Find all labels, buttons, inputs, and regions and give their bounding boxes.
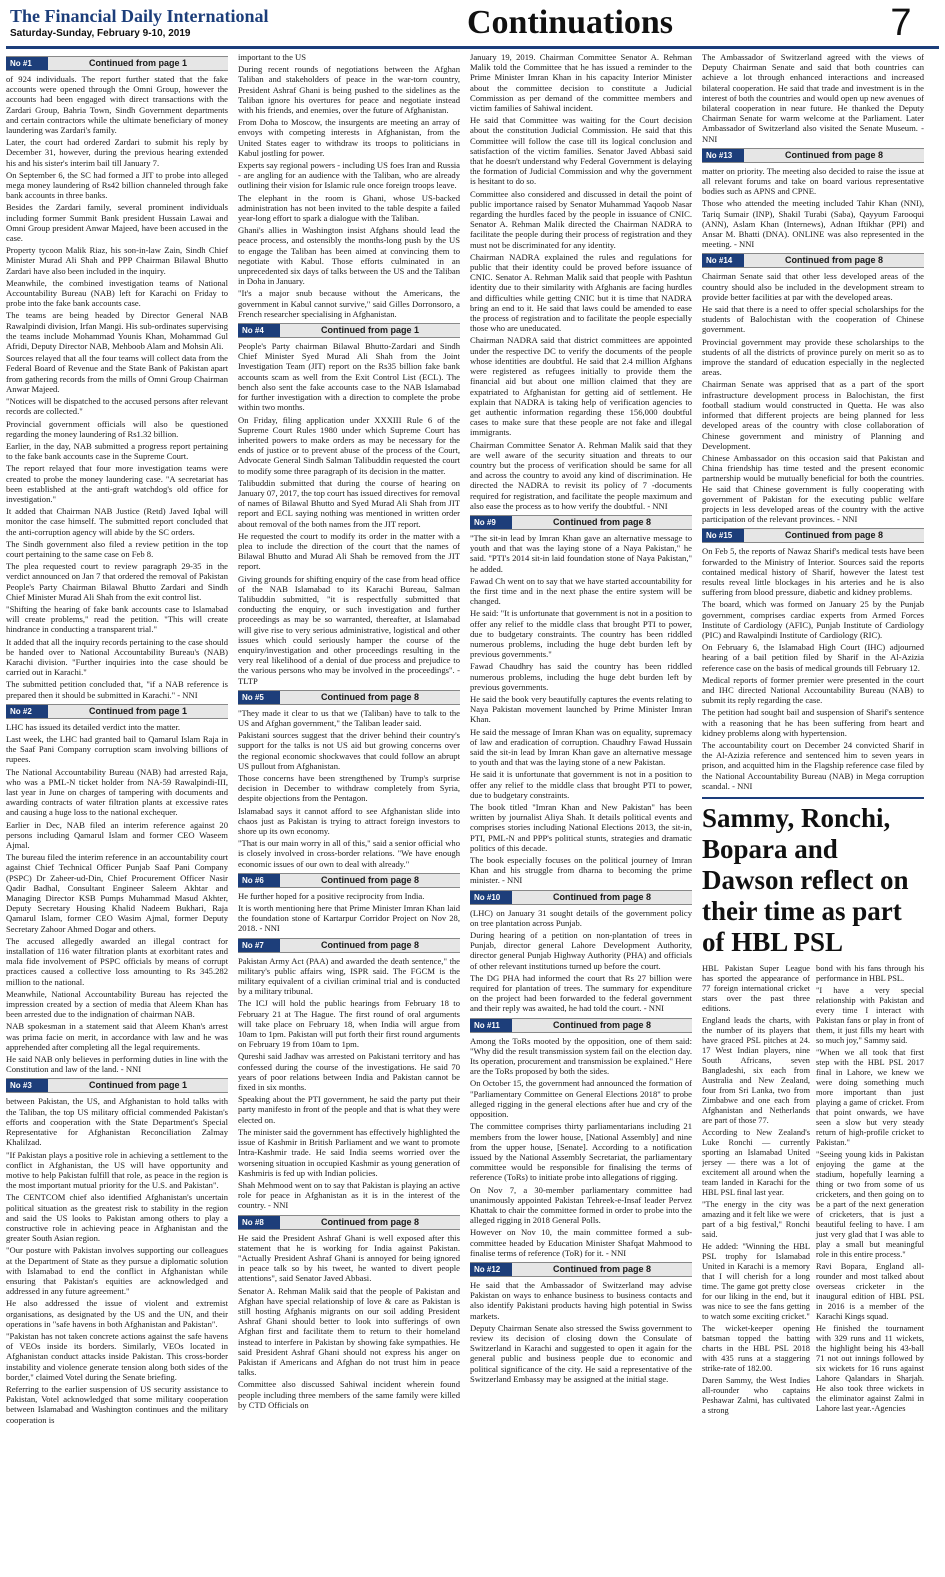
continuation-title: Continued from page 1 xyxy=(48,1079,228,1092)
continuation-header xyxy=(6,1078,228,1093)
paragraph: The book titled "Imran Khan and New Pakistan" has been written by journalist Aliya Shah. It details political events and comprises stories including National Elections 2013, the sit-in, PTI, PML-N and PPP's political stunts, strategies and dramatic politics of this decade. xyxy=(470,802,692,853)
paragraph: Meanwhile, National Accountability Bureau has rejected the impression created by a section of media that Aleem Khan has been arrested due to the indignation of chairman NAB. xyxy=(6,988,228,1020)
psl-body-left xyxy=(702,964,810,1418)
paragraph: Earlier in Dec, NAB filed an interim reference against 20 persons including Qamarul Islam and former CEO Waseem Ajmal. xyxy=(6,819,228,851)
paragraph: HBL Pakistan Super League has sported the appearance of 77 foreign international cricket stars over the past three editions. xyxy=(702,964,810,1013)
paragraph: Experts say regional powers - including US foes Iran and Russia - are angling for an audience with the Taliban, who are already outlining their vision for Islamic rule once foreign troops leave. xyxy=(238,160,460,191)
paragraph: Provincial government officials will also be questioned regarding the money laundering of Rs1.32 billion. xyxy=(6,418,228,439)
continuation-title: Continued from page 8 xyxy=(280,691,460,704)
continuation-title: Continued from page 8 xyxy=(280,1216,460,1229)
paragraph: Among the ToRs mooted by the opposition, one of them said: "Why did the result transmission system fail on the election day. Its operation, procurement and transmission be explained." Here are the ToRs proposed by both the sides. xyxy=(470,1035,692,1077)
paragraph: He said the message of Imran Khan was on equality, supremacy of law and eradication of corruption. Chaudhry Fawad Hussain said the sit-in lead by Imran Khan gave an alternative message to youth and that was the laying stone of a new Pakistan. xyxy=(470,726,692,768)
article-body xyxy=(6,1096,228,1424)
paragraph: "If Pakistan plays a positive role in achieving a settlement to the conflict in Afghanistan, the US will have opportunity and motive to help Pakistan fulfill that role, as peace in the region is the most important mutual priority for the U.S. and Pakistan". xyxy=(6,1149,228,1191)
paragraph: The Sindh government also filed a review petition in the top court pertaining to the same case on Feb 8. xyxy=(6,538,228,559)
paragraph: The bureau filed the interim reference in an accountability court against Chief Technical Officer Punjab Saaf Pani Company (PSPC) Dr Zaheer-ud-Din, Chief Procurement Officer Nasir Qadir Badhal, Consultant Engineer Saleem Akhtar and Managing Director KSB Pumps Muhammad Masud Akhter, Deputy Secretary Housing Khalid Nadeem Bukhari, Raja Qamarul Islam, former CEO Wasim Ajmal, former Deputy Secretary Zahoor Ahmed Dogar and others. xyxy=(6,852,228,934)
paragraph: On February 6, the Islamabad High Court (IHC) adjourned hearing of a bail petition filed by Sharif in the Al-Azizia reference case on the basis of medical grounds till February 12. xyxy=(702,642,924,673)
masthead-rule xyxy=(6,46,939,49)
continuation-header xyxy=(6,704,228,719)
paragraph: The DG PHA had informed the court that Rs 27 billion were required for plantation of trees. The summary for expenditure on the project had been forwarded to the federal government and their reply was awaited, he had told the court. - NNI xyxy=(470,972,692,1014)
paragraph: Talibuddin submitted that during the course of hearing on January 07, 2017, the top court has issued directives for removal of names of Bilawal Bhutto and Syed Murad Ali Shah from JIT report and ECL saying nothing was mentioned in written order about removal of the both names from the JIT report. xyxy=(238,477,460,529)
continuation-number: No #13 xyxy=(702,149,744,162)
paragraph: Chairman Committee Senator A. Rehman Malik said that they are well aware of the security situation and threats to our country but the process of verification should be same for all and across the country to avoid any kind of discrimination. He directed the NADRA to revisit its policy of 7 -documents required for registration, and facilitate the people maximum and also ease the process as to how verify the doubtful. - NNI xyxy=(470,439,692,511)
paragraph: It added that all the inquiry records pertaining to the case should be handed over to National Accountability Bureau's (NAB) Karachi division. "Further inquiries into the case should be carried out in Karachi." xyxy=(6,636,228,678)
paragraph: Last week, the LHC had granted bail to Qamarul Islam Raja in the Saaf Pani Company corruption scam involving billions of rupees. xyxy=(6,733,228,765)
paragraph: The wicket-keeper opening batsman topped the batting charts in the HBL PSL 2018 with 435 runs at a staggering strike-rate of 182.00. xyxy=(702,1324,810,1373)
paragraph: The accountability court on December 24 convicted Sharif in the Al-Azizia reference and sentenced him to seven years in prison, and acquitted him in the Flagship reference case filed by the National Accountability Bureau (NAB) in Mega corruption scandal. - NNI xyxy=(702,739,924,791)
continuation-number: No #9 xyxy=(470,516,512,529)
paragraph: "That is our main worry in all of this," said a senior official who is closely involved in cross-border relations. "We have enough economic issues of our own to deal with already." xyxy=(238,838,460,869)
continuation-header xyxy=(470,1018,692,1033)
paragraph: Giving grounds for shifting enquiry of the case from head office of the NAB Islamabad to its Karachi Bureau, Salman Talibuddin submitted, "it is respectfully submitted that conducting the enquiry, or such investigation and further proceedings as may be so warranted, thereafter, at Islamabad will give rise to very serious administrative, logistical and other issues which could seriously hamper the course of the enquiry/investigation and other proceedings resulting in the very real likelihood of a denial of due process and prejudice to the various persons who may be involved in the proceedings". - TLTP xyxy=(238,573,460,686)
paragraph: The minister said the government has effectively highlighted the issue of Kashmir in British Parliament and we want to promote Intra-Kashmir trade. He said India seems worried over the worsening situation in occupied Kashmir as young generation of Kashmiris is fed up with Indian policies. xyxy=(238,1126,460,1178)
paragraph: Committee also discussed Sahiwal incident wherein found people including three members of the same family were killed by CTD Officials on xyxy=(238,1379,460,1410)
paragraph: The plea requested court to review paragraph 29-35 in the verdict announced on Jan 7 that ordered the removal of Pakistan People's Party Chairman Bilawal Bhutto Zardari and Sindh Chief Minister Murad Ali Shah from the exit control list. xyxy=(6,561,228,602)
paragraph: The board, which was formed on January 25 by the Punjab government, comprises cardiac experts from Armed Forces Institute of Cardiology (AFIC), Punjab Institute of Cardiology (PIC) and Rawalpindi Institute of Cardiology (RIC). xyxy=(702,599,924,640)
paragraph: From Doha to Moscow, the insurgents are meeting an array of envoys with competing interests in Afghanistan, from the United States eager to withdraw its troops to politicians in Kabul jostling for power. xyxy=(238,117,460,158)
paragraph: Medical reports of former premier were presented in the court and IHC directed National Accountability Bureau (NAB) to submit its reply regarding the case. xyxy=(702,674,924,706)
paragraph: "The energy in the city was amazing and it felt like we were part of a big festival," Ronchi said. xyxy=(702,1200,810,1239)
paragraph: "When we all took that first step with the HBL PSL 2017 final in Lahore, we knew we were doing something much more important than just playing a game of cricket. From that point onwards, we have seen a slow but very steady return of high-profile cricket to Pakistan." xyxy=(816,1048,924,1147)
article-body xyxy=(702,166,924,250)
paragraph: between Pakistan, the US, and Afghanistan to hold talks with the Taliban, the top US military official commended Pakistan's efforts and cooperation with the State Department's Special Representative for Afghanistan Reconciliation Zalmay Khalilzad. xyxy=(6,1096,228,1148)
paragraph: Referring to the earlier suspension of US security assistance to Pakistan, Votel acknowledged that some military cooperation between Islamabad and Washington continues and the military cooperation is xyxy=(6,1383,228,1425)
paragraph: Provincial government may provide these scholarships to the students of all the districts of province purely on merit so as to improve the standard of education especially in the neglected areas. xyxy=(702,336,924,378)
paragraph: "The sit-in lead by Imran Khan gave an alternative message to youth and that was the laying stone of a Naya Pakistan," he said. "PTI's 2014 sit-in laid foundation stone of Naya Pakistan," he added. xyxy=(470,532,692,574)
paragraph: Senator A. Rehman Malik said that the people of Pakistan and Afghan have special relationship of love & care as Pakistan is still hosting Afghanis migrants on our soil adding President Ashraf Ghani should better to look into sufferings of own Afghan first and facilitate them to return to their homeland instead to interfere in Pakistan by showing fake sympathies. He said President Ashraf Ghani should not express his anger on Pakistan if Americans and Afghan do not trust him in peace talks. xyxy=(238,1285,460,1378)
paragraph: He said NAB only believes in performing duties in line with the Constitution and law of the land. - NNI xyxy=(6,1054,228,1075)
continuation-number: No #7 xyxy=(238,939,280,952)
article-body xyxy=(238,891,460,934)
continuation-header xyxy=(470,890,692,905)
continuation-header xyxy=(702,528,924,543)
paragraph: The submitted petition concluded that, "if a NAB reference is prepared then it should be submitted in Karachi." - NNI xyxy=(6,679,228,700)
continuation-number: No #12 xyxy=(470,1263,512,1276)
paragraph: Later, the court had ordered Zardari to submit his reply by December 31, however, during the previous hearing extended his and his sister's interim bail till January 7. xyxy=(6,137,228,168)
paragraph: He also addressed the issue of violent and extremist organisations, as designated by the US and the UN, and their operations in "safe havens in both Afghanistan and Pakistan". xyxy=(6,1298,228,1329)
continuation-number: No #6 xyxy=(238,874,280,887)
paragraph: On Friday, filing application under XXXIII Rule 6 of the Supreme Court Rules 1980 under which Supreme Court has inherited powers to make orders as may be necessary for the ends of justice or to prevent abuse of the process of the Court, Advocate General Sindh Salman Talibuddin requested the court to modify some three paragraph of its decision in the matter. xyxy=(238,414,460,476)
paragraph: The National Accountability Bureau (NAB) had arrested Raja, who was a PML-N ticket holder from NA-59 Rawalpindi-III, last year in June on charges of tampering with documents and awarding contracts of water filtration plants at excessive rates and causing a huge loss to the national exchequer. xyxy=(6,766,228,818)
paragraph: The elephant in the room is Ghani, whose US-backed administration has not been invited to the table despite a failed year-long effort to spark a dialogue with the Taliban. xyxy=(238,192,460,224)
paragraph: It added that Chairman NAB Justice (Retd) Javed Iqbal will monitor the case himself. The submitted report concluded that the anti-corruption agency will abide by the SC orders. xyxy=(6,506,228,537)
paragraph: The book especially focuses on the political journey of Imran Khan and his struggle from dharna to becoming the prime minister. - NNI xyxy=(470,855,692,886)
continuation-header xyxy=(470,1262,692,1277)
paragraph: The report relayed that four more investigation teams were created to probe the money laundering case. "A secretariat has been established at the anti-graft watchdog's old office for investigation." xyxy=(6,463,228,504)
paragraph: Ravi Bopara, England all-rounder and most talked about overseas cricketer in the inaugural edition of HBL PSL in 2016 is a member of the Karachi Kings squad. xyxy=(816,1262,924,1321)
paragraph: NAB spokesman in a statement said that Aleem Khan's arrest was prima facie on merit, in accordance with law and he was apprehended after completing all the legal requirements. xyxy=(6,1021,228,1052)
paragraph: He said the President Ashraf Ghani is well exposed after this statement that he is working for India against Pakistan. "Actually President Ashraf Ghani is annoyed for being ignored in peace talk so by his tweet, he wanted to divert people attentions", said Senator Javed Abbasi. xyxy=(238,1232,460,1284)
paragraph: Speaking about the PTI government, he said the party put their party manifesto in front of the people and that is what they were elected on. xyxy=(238,1094,460,1125)
paragraph: Meanwhile, the combined investigation teams of National Accountability Bureau (NAB) left for Karachi on Friday to probe into the fake bank accounts case. xyxy=(6,277,228,309)
paragraph: "Our posture with Pakistan involves supporting our colleagues at the Department of State as they pursue a diplomatic solution with Islamabad to end the conflict in Afghanistan while ensuring that Pakistan's equities are acknowledged and addressed in any future agreement." xyxy=(6,1245,228,1297)
article-body xyxy=(702,271,924,524)
article-body xyxy=(470,52,692,511)
article-body xyxy=(238,956,460,1211)
paragraph: On September 6, the SC had formed a JIT to probe into alleged mega money laundering of Rs42 billion channeled through fake bank accounts in three banks. xyxy=(6,169,228,201)
paragraph: Fawad Chaudhry has said the country has been riddled numerous problems, including the huge debt burden left by previous governments. xyxy=(470,661,692,692)
paragraph: He added: "Winning the HBL PSL trophy for Islamabad United in Karachi is a memory that I will cherish for a long time. The game got pretty close for our liking in the end, but it was nice to see the fans getting to watch some exciting cricket." xyxy=(702,1242,810,1321)
paragraph: The teams are being headed by Director General NAB Rawalpindi division, Irfan Mangi. His sub-ordinates supervising the teams include Mohammad Younis Khan, Mohammad Gul Afridi, Deputy Director NAB, Mehboob Alam and Mohsin Ali. xyxy=(6,310,228,352)
paragraph: It is worth mentioning here that Prime Minister Imran Khan laid the foundation stone of Kartarpur Corridor Project on Nov 28, 2018. - NNI xyxy=(238,903,460,934)
section-title: Continuations xyxy=(467,4,673,41)
paragraph: The Ambassador of Switzerland agreed with the views of Deputy Chairman Senate and said that both countries can achieve a lot through enhanced interactions and increased bilateral cooperation. He said that trade and investment is in the interest of both the countries and would open up new avenues of bilateral cooperation in near future. He thanked the Deputy Chairman Senate for warm welcome at the Parliament. Later Ambassador of Switzerland also visited the Senate Museum. - NNI xyxy=(702,52,924,144)
paragraph: He requested the court to modify its order in the matter with a plea to include the direction of the court that the names of Bilawal Bhutto and Murad Ali Shah be removed from the JIT report. xyxy=(238,530,460,572)
article-body xyxy=(238,1233,460,1410)
continuation-number: No #5 xyxy=(238,691,280,704)
paragraph: Fawad Ch went on to say that we have started accountability for the first time and in the next phase the entire system will be changed. xyxy=(470,575,692,607)
continuation-number: No #14 xyxy=(702,254,744,267)
paragraph: "Pakistan has not taken concrete actions against the safe havens of VEOs inside its borders. Similarly, VEOs located in Afghanistan conduct attacks inside Pakistan. This cross-border instability and violence generate tension along both sides of the border," claimed Votel during the Senate briefing. xyxy=(6,1330,228,1382)
continuation-number: No #11 xyxy=(470,1019,512,1032)
paragraph: Chinese Ambassador on this occasion said that Pakistan and China friendship has time tested and the present economic partnership would be mutually beneficial for both the countries. He said that Chinese government is fully cooperating with government of Pakistan for the executing public welfare projects in less developed areas of the country with the active participation of the relevant provinces. - NNI xyxy=(702,452,924,525)
paragraph: Chairman Senate was apprised that as a part of the sport infrastructure development process in Balochistan, the first football stadium would constructed in Quetta. He was also informed that different projects are being planned for less developed areas of the country with close collaboration of Chinese government and ministry of Planning and Development. xyxy=(702,379,924,451)
column-3 xyxy=(470,52,692,1572)
paragraph: Shah Mehmood went on to say that Pakistan is playing an active role for peace in Afghanistan as it is in the interest of the country. - NNI xyxy=(238,1179,460,1211)
paragraph: The CENTCOM chief also identified Afghanistan's uncertain political situation as the greatest risk to stability in the region and said the US looks to Pakistan among others to play a constructive role in achieving peace in Afghanistan and the greater South Asian region. xyxy=(6,1192,228,1244)
paragraph: Committee also considered and discussed in detail the point of public importance raised by Senator Muhammad Yaqoob Nasar regarding the hurdles faced by the people in issuance of CNIC. Senator A. Rehman Malik directed the Chairman NADRA to facilitate the people during their process of registration and they must not be discriminated for any identity. xyxy=(470,188,692,250)
paragraph: "Notices will be dispatched to the accused persons after relevant records are collected." xyxy=(6,396,228,417)
paragraph: LHC has issued its detailed verdict into the matter. xyxy=(6,721,180,732)
continuation-title: Continued from page 8 xyxy=(744,149,924,162)
paragraph: bond with his fans through his performance in HBL PSL. xyxy=(816,964,924,983)
paragraph: People's Party chairman Bilawal Bhutto-Zardari and Sindh Chief Minister Syed Murad Ali Shah from the Joint Investigation Team (JIT) report on the Rs35 billion fake bank accounts scam as well from the Exit Control List (ECL). The bench also sent the fake accounts case to the NAB Islamabad for further investigation with a direction to complete the probe within two months. xyxy=(238,341,460,413)
continuation-title: Continued from page 1 xyxy=(48,705,228,718)
paragraph: Those who attended the meeting included Tahir Khan (NNI), Tariq Sumair (INP), Shakil Turabi (Saba), Qayyum Farooqui (ANN), Aslam Khan (Internews), Adnan Iftikhar (PPI) and Ansar M. Bhatti (DNA). ONLINE was also represented in the meeting. - NNI xyxy=(702,198,924,250)
continuation-number: No #8 xyxy=(238,1216,280,1229)
continuation-number: No #15 xyxy=(702,529,744,542)
paragraph: The petition had sought bail and suspension of Sharif's sentence with a reasoning that he has been suffering from heart and kidney problems along with hypertension. xyxy=(702,707,924,738)
paragraph: However on Nov 10, the main committee formed a sub-committee headed by Education Minister Shafqat Mahmood to finalise terms of reference (ToR) for it. - NNI xyxy=(470,1227,692,1258)
paragraph: "Seeing young kids in Pakistan enjoying the game at the stadium, hopefully learning a thing or two from some of us cricketers, and then going on to be a part of the next generation of cricketers, that is just a beautiful feeling to have. I am just very glad that I was able to play a small but meaningful role in this entire process." xyxy=(816,1150,924,1259)
psl-body-right xyxy=(816,964,924,1418)
continuation-title: Continued from page 8 xyxy=(512,1019,692,1032)
article-body xyxy=(470,1280,692,1384)
masthead xyxy=(0,0,945,50)
article-body xyxy=(470,533,692,886)
article-body xyxy=(702,546,924,791)
psl-article xyxy=(702,964,924,1418)
paragraph: important to the US xyxy=(238,52,307,62)
continuation-number: No #4 xyxy=(238,324,280,337)
paragraph: Sources relayed that all the four teams will collect data from the Federal Board of Revenue and the State Bank of Pakistan apart from gathering records from the mills of Omni Group Chairman Anwar Majeed. xyxy=(6,353,228,394)
paragraph: England leads the charts, with the number of its players that have graced PSL pitches at 24. 17 West Indian players, nine South Africans, seven Bangladeshi, six each from Australia and New Zealand, four from Sri Lanka, two from Zimbabwe and one each from Afghanistan and Netherlands are part of those 77. xyxy=(702,1016,810,1125)
paragraph: Deputy Chairman Senate also stressed the Swiss government to review its decision of closing down the Consulate of Switzerland in Karachi and suggested to open it again for the general public and business people due to economic and political significance of the city. He said a representative of the Switzerland Embassy may be assigned at the initial stage. xyxy=(470,1322,692,1384)
article-body xyxy=(238,52,460,319)
paragraph: The committee comprises thirty parliamentarians including 21 members from the lower house, [National Assembly] and nine from the upper house, [Senate]. According to a notification issued by the National Assembly Secretariat, the parliamentary committee would be responsible for finalising the terms of reference (ToRs) to initiate probe into allegations of rigging. xyxy=(470,1121,692,1183)
paragraph: Besides the Zardari family, several prominent individuals including former Summit Bank president Hussain Lawai and Omni Group president Anwar Majeed, have been accused in the case. xyxy=(6,202,228,244)
paragraph: "Shifting the hearing of fake bank accounts case to Islamabad will create problems," read the petition. "This will create hindrance in conducting a transparent trial." xyxy=(6,603,228,635)
paragraph: He further hoped for a positive reciprocity from India. xyxy=(238,890,425,901)
paragraph: He said the book very beautifully captures the events relating to Naya Pakistan movement launched by Prime Minister Imran Khan. xyxy=(470,693,692,725)
paragraph: During hearing of a petition on non-plantation of trees in Punjab, director general Lahore Development Authority, director general Punjab Highway Authority (PHA) and officials of other relevant institutions turned up before the court. xyxy=(470,930,692,971)
paper-name[interactable]: The Financial Daily International xyxy=(10,6,269,26)
continuation-title: Continued from page 8 xyxy=(744,254,924,267)
paragraph: He said: "It is unfortunate that government is not in a position to offer any relief to the middle class that brought PTI to power, due to budgetary constraints. The country has been riddled numerous problems, including the huge debt burden left by previous governments." xyxy=(470,608,692,660)
article-body xyxy=(6,74,228,700)
continuation-title: Continued from page 8 xyxy=(512,1263,692,1276)
page-number: 7 xyxy=(890,2,912,44)
paragraph: "It's a major snub because without the Americans, the government in Kabul cannot survive," said Gilles Dorronsoro, a French researcher specialising in Afghanistan. xyxy=(238,288,460,319)
column-1 xyxy=(6,52,228,1572)
continuation-title: Continued from page 8 xyxy=(744,529,924,542)
paragraph: (LHC) on January 31 sought details of the government policy on tree plantation across Punjab. xyxy=(470,907,692,928)
continuation-number: No #3 xyxy=(6,1079,48,1092)
column-2 xyxy=(238,52,460,1572)
paragraph: On Nov 7, a 30-member parliamentary committee had unanimously appointed Pakistan Tehreek-e-Insaf leader Pervez Khattak to chair the committee formed in order to probe into the alleged rigging in 2018 General Polls. xyxy=(470,1184,692,1226)
paragraph: Pakistan Army Act (PAA) and awarded the death sentence," the military's public affairs wing, ISPR said. The FGCM is the military equivalent of a civilian criminal trial and is conducted by a military tribunal. xyxy=(238,955,460,997)
paragraph: Chairman Senate said that other less developed areas of the country should also be included in the development stream to provide better facilities at par with the developed areas. xyxy=(702,271,924,302)
paragraph: The ICJ will hold the public hearings from February 18 to February 21 at The Hague. The first round of oral arguments will take place on February 18, when India will argue from 10am to 1pm. Pakistan will put forth their first round arguments on February 19 from 10am to 1pm. xyxy=(238,998,460,1050)
continuation-title: Continued from page 1 xyxy=(48,57,228,70)
article-body xyxy=(702,52,924,144)
paragraph: The accused allegedly awarded an illegal contract for installation of 116 water filtration plants at exorbitant rates and mala fide involvement of PSPC officials by means of corrupt practices caused a collective loss amounting to Rs 345.282 million to the national. xyxy=(6,935,228,987)
continuation-title: Continued from page 1 xyxy=(280,324,460,337)
psl-headline[interactable]: Sammy, Ronchi, Bopara and Dawson reflect on their time as part of HBL PSL xyxy=(702,797,924,958)
continuation-header xyxy=(238,1215,460,1230)
paragraph: Property tycoon Malik Riaz, his son-in-law Zain, Sindh Chief Minister Murad Ali Shah and PPP Chairman Bilawal Bhutto Zardari have also been included in the inquiry. xyxy=(6,245,228,276)
paragraph: Islamabad says it cannot afford to see Afghanistan slide into chaos just as Pakistan is trying to attract foreign investors to shore up its own economy. xyxy=(238,805,460,837)
paragraph: On Feb 5, the reports of Nawaz Sharif's medical tests have been forwarded to the Ministry of Interior. Sources said the reports contained medical history of Sharif, however the latest test results reveal little blockages in his arteries and he is also suffering from blood pressure, diabetic and kidney problems. xyxy=(702,546,924,598)
article-body xyxy=(470,1036,692,1258)
paragraph: Ghani's allies in Washington insist Afghans should lead the peace process, and ostensibly the months-long push by the US to engage the Taliban has been aimed at convincing them to negotiate with Kabul. Those efforts culminated in an unprecedented six days of talks between the US and the Taliban in Doha in January. xyxy=(238,225,460,287)
continuation-number: No #2 xyxy=(6,705,48,718)
continuation-title: Continued from page 8 xyxy=(512,516,692,529)
continuation-header xyxy=(470,515,692,530)
continuation-number: No #10 xyxy=(470,891,512,904)
continuation-header xyxy=(238,690,460,705)
column-4 xyxy=(702,52,924,1572)
paragraph: According to New Zealand's Luke Ronchi — currently sporting an Islamabad United jersey — there was a lot of excitement all around when the team landed in Karachi for the HBL PSL final last year. xyxy=(702,1128,810,1197)
paper-branding xyxy=(10,6,269,39)
article-body xyxy=(238,708,460,869)
issue-date: Saturday-Sunday, February 9-10, 2019 xyxy=(10,28,191,39)
paragraph: He said it is unfortunate that government is not in a position to offer any relief to the middle class that brought PTI to power, due to budgetary constraints. xyxy=(470,769,692,800)
paragraph: Daren Sammy, the West Indies all-rounder who captains Peshawar Zalmi, has cultivated a strong xyxy=(702,1376,810,1415)
paragraph: He said that the Ambassador of Switzerland may advise Pakistan on ways to enhance business to business contacts and also identify Pakistani products having high potential in Swiss markets. xyxy=(470,1279,692,1321)
article-body xyxy=(470,908,692,1014)
continuation-header xyxy=(238,873,460,888)
article-body xyxy=(238,341,460,686)
paragraph: matter on priority. The meeting also decided to raise the issue at all relevant forums and take on board various representative bodies such as APNS and CPNE. xyxy=(702,165,924,197)
paragraph: Qureshi said Jadhav was arrested on Pakistani territory and has confessed during the course of the investigations. He said 70 years of poor relations between India and Pakistan cannot be fixed in six months. xyxy=(238,1051,460,1093)
continuation-header xyxy=(702,253,924,268)
paragraph: "I have a very special relationship with Pakistan and every time I interact with Pakistan fans or play in front of them, it just fills my heart with so much joy," Sammy said. xyxy=(816,986,924,1045)
continuation-number: No #1 xyxy=(6,57,48,70)
paragraph: "They made it clear to us that we (Taliban) have to talk to the US and Afghan government," the Taliban leader said. xyxy=(238,707,460,728)
paragraph: Earlier, in the day, NAB submitted a progress report pertaining to the fake bank accounts case in the Supreme Court. xyxy=(6,440,228,462)
continuation-header xyxy=(238,323,460,338)
paragraph: He finished the tournament with 329 runs and 11 wickets, the highlight being his 43-ball 71 not out innings followed by six wickets for 16 runs against Lahore Qalandars in Sharjah. He also took three wickets in the eliminator against Zalmi in Lahore last year.-Agencies xyxy=(816,1324,924,1413)
paragraph: Chairman NADRA explained the rules and regulations for public that their identity could be proved before issuance of CNIC. Senator A. Rehman Malik said that people with Pashtun identity due to their similarity with Afghanis are facing hurdles and difficulties while getting CNIC but it is time that NADRA bring an end to it. He said that laws could be amended to ease the process of registration and to facilitate the people especially those who are uneducated. xyxy=(470,251,692,334)
article-body xyxy=(6,722,228,1075)
paragraph: Those concerns have been strengthened by Trump's surprise decision in December to withdraw completely from Syria, despite objections from the Pentagon. xyxy=(238,773,460,804)
paragraph: Chairman NADRA said that district committees are appointed under the respective DC to verify the documents of the people whose identities are doubtful. He said that 2.4 million Afghans were registered as refugees initially to provide them the financial aid but about one million claimed that they are expatriated to Afghanistan for getting aid of settlement. He explain that NADRA is taking help of verification agencies to get authentic information regarding these 156,000 doubtful cases to make sure that these people are not fake and illegal immigrants. xyxy=(470,335,692,438)
paragraph: On October 15, the government had announced the formation of "Parliamentary Committee on General Elections 2018" to probe alleged rigging in the general elections after hue and cry of the opposition. xyxy=(470,1078,692,1120)
paragraph: Pakistani sources suggest that the driver behind their country's support for the talks is not US aid but growing concerns over the regional economic shockwaves that could follow an abrupt US pullout from Afghanistan. xyxy=(238,730,460,771)
continuation-title: Continued from page 8 xyxy=(280,874,460,887)
paragraph: He said that there is a need to offer special scholarships for the students of Balochistan with the cooperation of Chinese government. xyxy=(702,304,924,335)
continuation-header xyxy=(6,56,228,71)
continuation-header xyxy=(702,148,924,163)
paragraph: January 19, 2019. Chairman Committee Senator A. Rehman Malik told the Committee that he has issued a reminder to the Prime Minister Imran Khan in his capacity Interior Minister about the committee decision to constitute a Judicial Commission as per demand of the committee members and victim families of Sahiwal incident. xyxy=(470,52,692,114)
continuation-title: Continued from page 8 xyxy=(512,891,692,904)
paragraph: of 924 individuals. The report further stated that the fake accounts were opened through the Omni Group, however the accounts had been engaged with direct transactions with the Zardari Group, Bahria Town, Sindh Government departments and certain contractors while the ultimate beneficiary of money laundering was Zardari's family. xyxy=(6,74,228,136)
paragraph: He said that Committee was waiting for the Court decision about the constitution Judicial Commission. He said that this Committee will follow the case till its logical conclusion and satisfaction of the victim families. Senator Javed Abbasi said that he doesn't understand why Federal Government is delaying the formation of Judicial Commission and why the government is hesitant to do so. xyxy=(470,115,692,187)
paragraph: During recent rounds of negotiations between the Afghan Taliban and stakeholders of peace in the war-torn country, President Ashraf Ghani is being pushed to the sidelines as the Taliban ignore his overtures for peace and negotiate instead with his friends, and enemies, over the future of Afghanistan. xyxy=(238,64,460,116)
continuation-header xyxy=(238,938,460,953)
continuation-title: Continued from page 8 xyxy=(280,939,460,952)
